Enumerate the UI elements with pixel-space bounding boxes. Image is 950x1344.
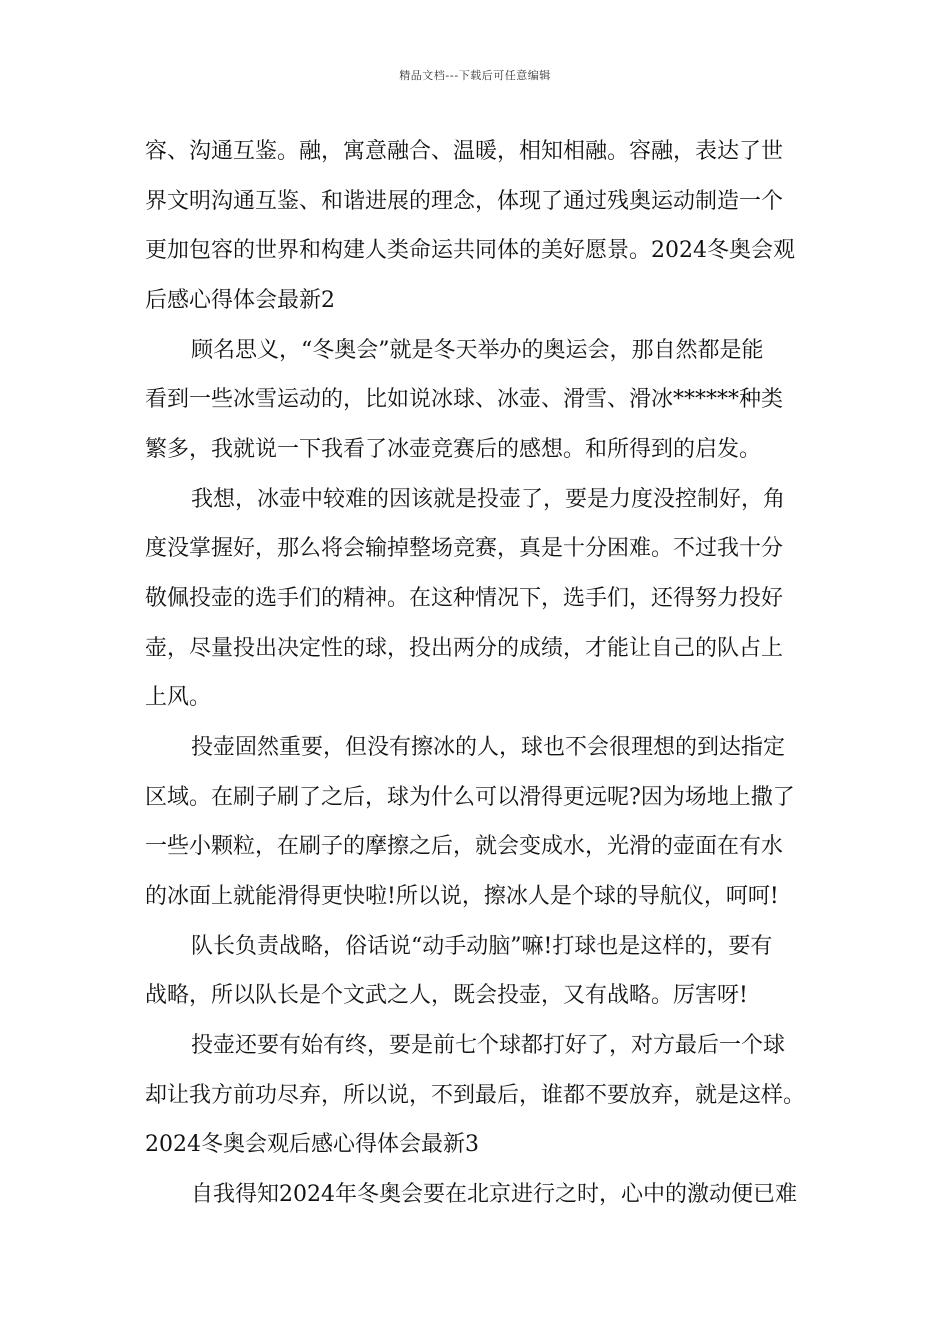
text-line: 自我得知2024年冬奥会要在北京进行之时，心中的激动便已难 <box>191 1182 797 1207</box>
text-line: 敬佩投壶的选手们的精神。在这种情况下，选手们，还得努力投好 <box>145 586 784 611</box>
text-line: 后感心得体会最新2 <box>145 288 335 313</box>
text-line: 投壶固然重要，但没有擦冰的人，球也不会很理想的到达指定 <box>191 735 786 760</box>
text-line: 界文明沟通互鉴、和谐进展的理念，体现了通过残奥运动制造一个 <box>145 189 784 214</box>
text-line: 容、沟通互鉴。融，寓意融合、温暖，相知相融。容融，表达了世 <box>145 139 784 164</box>
text-line: 繁多，我就说一下我看了冰壶竞赛后的感想。和所得到的启发。 <box>145 437 762 462</box>
text-line: 上风。 <box>145 685 212 710</box>
text-line: 度没掌握好，那么将会输掉整场竞赛，真是十分困难。不过我十分 <box>145 536 784 561</box>
text-line: 的冰面上就能滑得更快啦!所以说，擦冰人是个球的导航仪，呵呵! <box>145 884 779 909</box>
text-line: 一些小颗粒，在刷子的摩擦之后，就会变成水，光滑的壶面在有水 <box>145 834 784 859</box>
text-line: 队长负责战略，俗话说“动手动脑”嘛!打球也是这样的，要有 <box>191 934 773 959</box>
text-line: 更加包容的世界和构建人类命运共同体的美好愿景。2024冬奥会观 <box>145 238 795 263</box>
page-header: 精品文档---下载后可任意编辑 <box>399 69 551 82</box>
text-line: 投壶还要有始有终，要是前七个球都打好了，对方最后一个球 <box>191 1033 786 1058</box>
text-line: 2024冬奥会观后感心得体会最新3 <box>145 1132 479 1157</box>
text-line: 战略，所以队长是个文武之人，既会投壶，又有战略。厉害呀! <box>145 983 748 1008</box>
text-line: 壶，尽量投出决定性的球，投出两分的成绩，才能让自己的队占上 <box>145 636 784 661</box>
text-line: 却让我方前功尽弃，所以说，不到最后，谁都不要放弃，就是这样。 <box>145 1083 806 1108</box>
text-line: 区域。在刷子刷了之后，球为什么可以滑得更远呢?因为场地上撒了 <box>145 785 795 810</box>
text-line: 看到一些冰雪运动的，比如说冰球、冰壶、滑雪、滑冰******种类 <box>145 387 784 412</box>
text-line: 我想，冰壶中较难的因该就是投壶了，要是力度没控制好，角 <box>191 487 786 512</box>
text-line: 顾名思义，“冬奥会”就是冬天举办的奥运会，那自然都是能 <box>191 338 764 363</box>
